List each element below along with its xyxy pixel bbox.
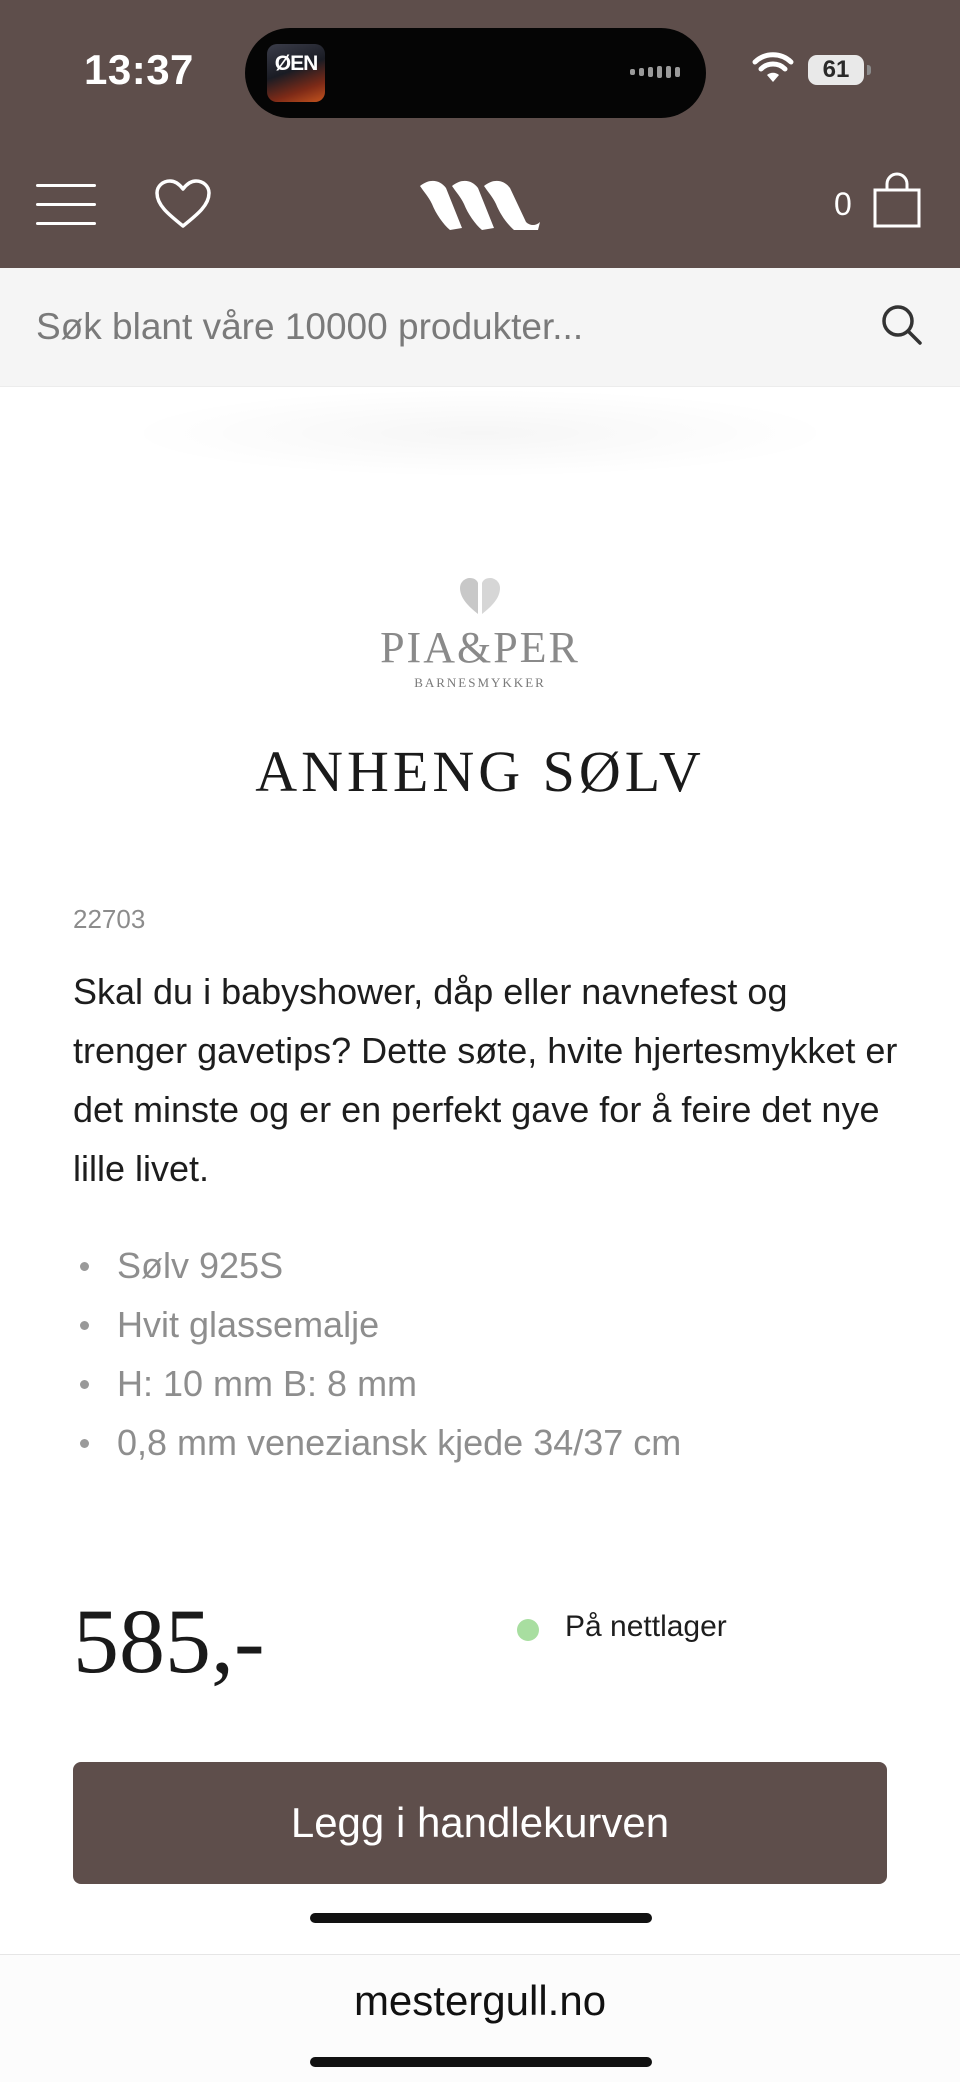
menu-icon[interactable] (36, 184, 96, 241)
battery-icon: 61 (808, 55, 864, 85)
brand-logo-icon[interactable] (418, 176, 542, 232)
top-header (0, 0, 960, 268)
heart-icon[interactable] (154, 178, 212, 230)
now-playing-artwork (267, 44, 325, 102)
product-description: Skal du i babyshower, dåp eller navnefest og trenger gavetips? Dette søte, hvite hjertesmykket er det minste og er en perfekt gave for å feire det nye lille livet. (73, 971, 898, 1189)
search-bar (0, 268, 960, 387)
brand-heart-icon (458, 576, 502, 616)
spec-item: Sølv 925S (73, 1236, 681, 1295)
spec-list (73, 1236, 681, 1472)
add-to-cart-button[interactable]: Legg i handlekurven (73, 1762, 887, 1884)
wifi-icon (752, 52, 794, 84)
cart-count[interactable]: 0 (834, 186, 852, 222)
cart-icon[interactable] (872, 172, 922, 228)
brand-subtitle: BARNESMYKKER (414, 675, 546, 690)
faded-product-image (120, 388, 840, 478)
home-indicator[interactable] (310, 1913, 652, 1923)
browser-domain[interactable]: mestergull.no (353, 1977, 607, 2024)
stock-status: På nettlager (565, 1610, 727, 1643)
search-icon[interactable] (879, 302, 925, 348)
now-playing-label: ØEN (274, 52, 318, 75)
search-input[interactable] (36, 302, 856, 352)
product-title: ANHENG SØLV (255, 739, 705, 804)
spec-item: H: 10 mm B: 8 mm (73, 1354, 681, 1413)
status-time: 13:37 (84, 46, 194, 93)
product-sku: 22703 (73, 904, 146, 934)
product-price: 585,- (73, 1590, 265, 1692)
spec-item: Hvit glassemalje (73, 1295, 681, 1354)
dynamic-island[interactable] (245, 28, 706, 118)
audio-waveform-icon (630, 66, 680, 78)
home-indicator-bar[interactable] (310, 2057, 652, 2067)
stock-status-dot (517, 1619, 539, 1641)
brand-name: PIA&PER (380, 623, 580, 672)
spec-item: 0,8 mm veneziansk kjede 34/37 cm (73, 1413, 681, 1472)
